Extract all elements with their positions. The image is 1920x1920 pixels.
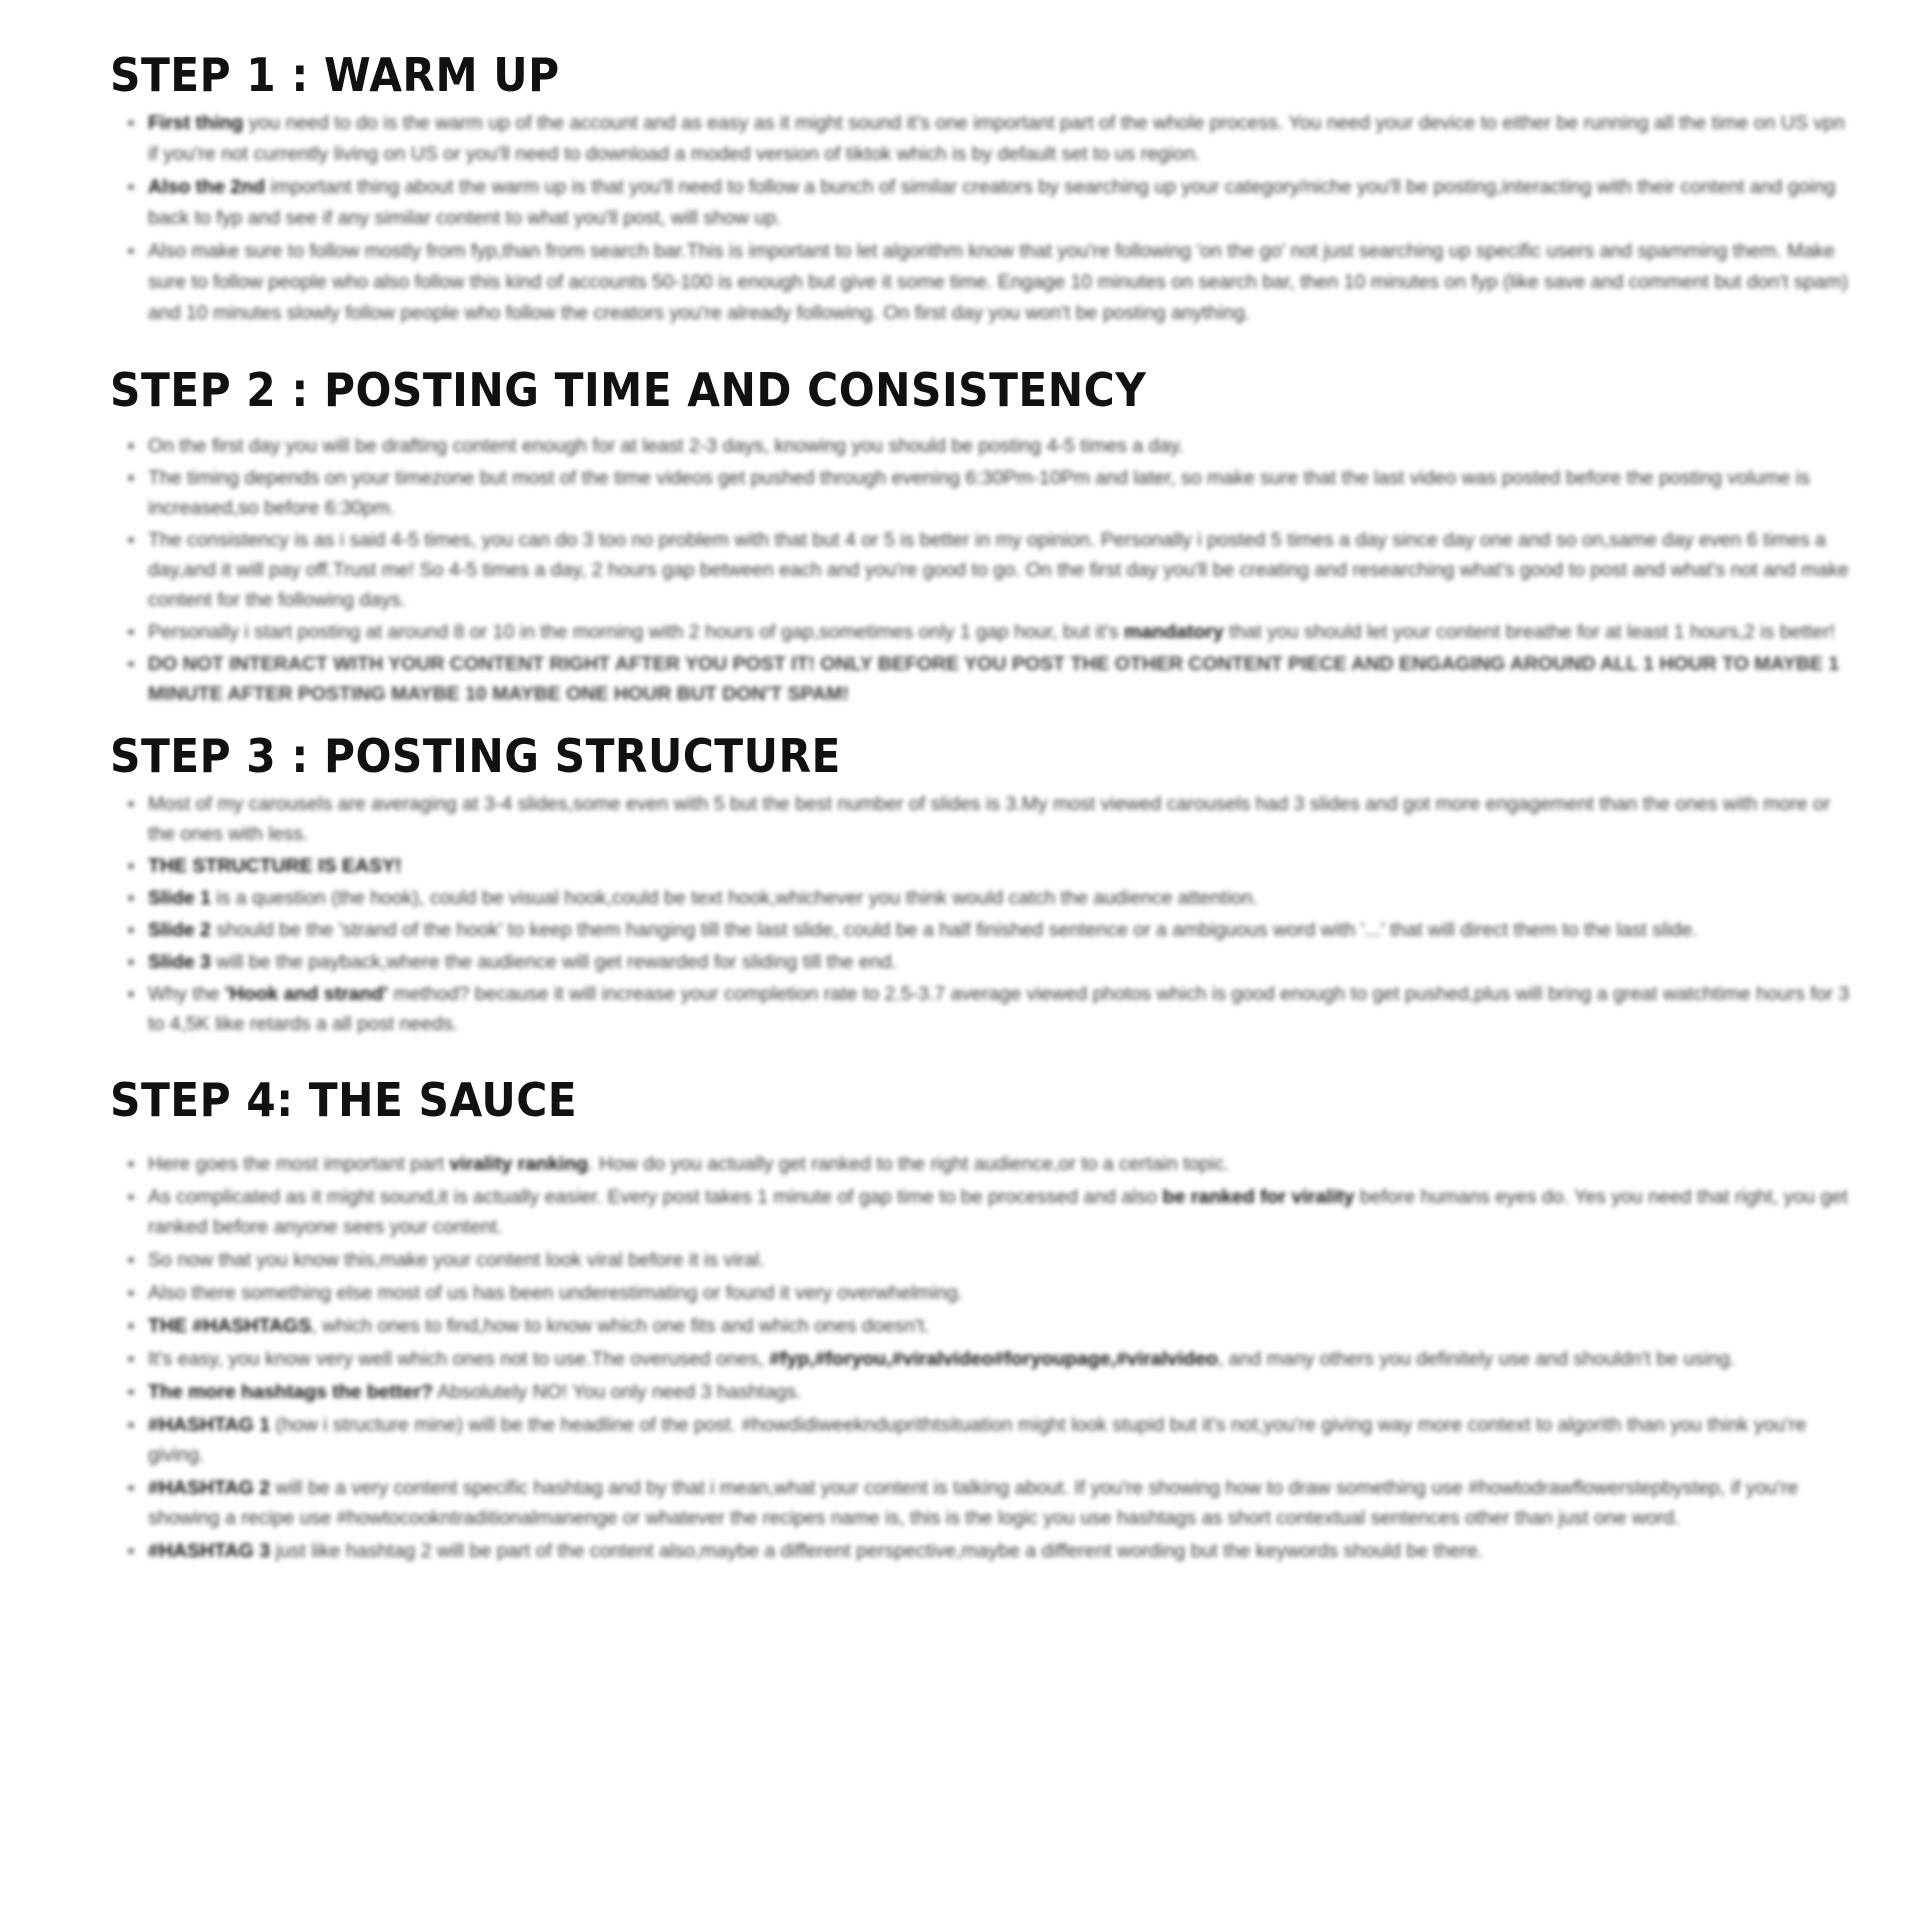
bullet-emphasis: mandatory [1124,621,1224,643]
bullet-text: important thing about the warm up is that you'll need to follow a bunch of similar creators by searching up your category/niche you'll be posting,interacting with their content and going back to fyp and see if any similar content to what you'll post, will show up. [148,176,1836,229]
bullet-text-after: method? because it will increase your completion rate to 2.5-3.7 average viewed photos which is good enough to get pushed,plus will bring a great watchtime hours for 3 to 4,5K like retards a all post needs. [148,983,1850,1035]
list-item [144,979,1856,1039]
bullet-text: Also there something else most of us has been underestimating or found it very overwhelming. [148,1282,964,1304]
list-item [144,1182,1856,1242]
bullet-text: is a question (the hook), could be visual hook,could be text hook,whichever you think would catch the audience attention. [210,887,1259,909]
bullet-text: The timing depends on your timezone but most of the time videos get pushed through evening 6:30Pm-10Pm and later, so make sure that the last video was posted before the posting volume is increased,so before 6:30pm. [148,467,1810,519]
bullet-text: Also make sure to follow mostly from fyp,than from search bar.This is important to let algorithm know that you're following 'on the go' not just searching up specific users and spamming them. Make sure to follow people who also follow this kind of accounts 50-100 is enough but give it some time. Engage 10 minutes on search bar, then 10 minutes on fyp (like save and comment but don't spam) and 10 minutes slowly follow people who follow the creators you're already following. On first day you won't be posting anything. [148,240,1849,324]
bullet-text-after: that you should let your content breathe for at least 1 hours,2 is better! [1223,621,1836,643]
list-item [144,431,1856,461]
bullet-text: So now that you know this,make your content look viral before it is viral. [148,1249,765,1271]
bullet-text: will be a very content specific hashtag and by that i mean,what your content is talking about. If you're showing how to draw something use #howtodrawflowerstepbystep, if you're showing a recipe use #howtocookntraditionalmanenge or whatever the recipes name is, this is the logic you use hashtags as short contextual sentences other than just one word. [148,1477,1799,1529]
bullet-lead: Also the 2nd [148,176,266,198]
bullet-lead: The more hashtags the better? [148,1381,433,1403]
list-item [144,525,1856,615]
bullet-text: Here goes the most important part [148,1153,450,1175]
bullet-text: will be the payback,where the audience will get rewarded for sliding till the end. [210,951,898,973]
bullet-text: you need to do is the warm up of the account and as easy as it might sound it's one important part of the whole process. You need your device to either be running all the time on US vpn if you're not currently living on US or you'll need to download a moded version of tiktok which is by default set to us region. [148,112,1845,165]
bullet-lead: First thing [148,112,244,134]
step-2-heading: STEP 2 : POSTING TIME AND CONSISTENCY [110,363,1147,417]
list-item [144,463,1856,523]
step-2-bullet-list [110,431,1856,709]
bullet-text: As complicated as it might sound,it is actually easier. Every post takes 1 minute of gap time to be processed and also [148,1186,1163,1208]
list-item-warning [144,649,1856,709]
bullet-emphasis: virality ranking [449,1153,589,1175]
bullet-emphasis: be ranked for virality [1162,1186,1355,1208]
section-step-2 [110,363,1856,709]
bullet-text: (how i structure mine) will be the headline of the post. #howdidiweeknduprithtsituation might look stupid but it's not,you're giving way more context to algorith than you think you're giving. [148,1414,1807,1466]
list-item [144,236,1856,329]
bullet-text: Personally i start posting at around 8 or 10 in the morning with 2 hours of gap,sometimes only 1 gap hour, but it's [148,621,1125,643]
bullet-text-after: , and many others you definitely use and shouldn't be using. [1217,1348,1736,1370]
bullet-text: , which ones to find,how to know which one fits and which ones doesn't. [311,1315,930,1337]
step-3-heading: STEP 3 : POSTING STRUCTURE [110,729,841,783]
bullet-lead: THE STRUCTURE IS EASY! [148,855,402,877]
bullet-text: Absolutely NO! You only need 3 hashtags. [432,1381,802,1403]
list-item [144,883,1856,913]
bullet-text: Why the [148,983,225,1005]
list-item [144,789,1856,849]
bullet-lead: Slide 2 [148,919,211,941]
bullet-emphasis: 'Hook and strand' [224,983,389,1005]
bullet-lead: #HASHTAG 3 [148,1540,271,1562]
step-3-bullet-list [110,789,1856,1039]
step-1-heading: STEP 1 : WARM UP [110,48,560,102]
step-4-bullet-list [110,1149,1856,1566]
bullet-text: The consistency is as i said 4-5 times, you can do 3 too no problem with that but 4 or 5 is better in my opinion. Personally i posted 5 times a day since day one and so on,same day even 6 times a day,and it will pay off.Trust me! So 4-5 times a day, 2 hours gap between each and you're good to go. On the first day you'll be creating and researching what's good to post and what's not and make content for the following days. [148,529,1849,611]
bullet-text: Most of my carousels are averaging at 3-4 slides,some even with 5 but the best number of slides is 3.My most viewed carousels had 3 slides and got more engagement than the ones with more or the ones with less. [148,793,1831,845]
warning-text: DO NOT INTERACT WITH YOUR CONTENT RIGHT AFTER YOU POST IT! ONLY BEFORE YOU POST THE OTHER CONTENT PIECE AND ENGAGING AROUND ALL 1 HOUR TO MAYBE 1 MINUTE AFTER POSTING MAYBE 10 MAYBE ONE HOUR BUT DON'T SPAM! [148,653,1840,705]
bullet-text-after: before humans eyes do. Yes you need that right, you get ranked before anyone sees your content. [148,1186,1848,1238]
bullet-lead: #HASHTAG 1 [148,1414,271,1436]
bullet-lead: Slide 3 [148,951,211,973]
list-item [144,1149,1856,1179]
bullet-emphasis: #fyp,#foryou,#viralvideo#foryoupage,#viralvideo [769,1348,1218,1370]
list-item [144,108,1856,170]
step-1-bullet-list [110,108,1856,329]
list-item [144,172,1856,234]
list-item [144,915,1856,945]
bullet-text-after: . How do you actually get ranked to the right audience,or to a certain topic. [588,1153,1230,1175]
bullet-text: It's easy, you know very well which ones not to use.The overused ones, [148,1348,770,1370]
section-step-3 [110,729,1856,1039]
step-4-heading: STEP 4: THE SAUCE [110,1073,578,1127]
bullet-lead: THE #HASHTAGS [148,1315,312,1337]
list-item [144,1536,1856,1566]
list-item [144,1278,1856,1308]
section-step-1 [110,48,1856,329]
list-item [144,1344,1856,1374]
bullet-text: should be the 'strand of the hook' to keep them hanging till the last slide, could be a half finished sentence or a ambiguous word with '...' that will direct them to the last slide. [210,919,1698,941]
bullet-text: On the first day you will be drafting content enough for at least 2-3 days, knowing you should be posting 4-5 times a day. [148,435,1184,457]
list-item [144,1311,1856,1341]
list-item [144,1410,1856,1470]
list-item [144,947,1856,977]
list-item [144,1245,1856,1275]
list-item [144,1377,1856,1407]
bullet-lead: #HASHTAG 2 [148,1477,271,1499]
section-step-4 [110,1073,1856,1566]
list-item [144,851,1856,881]
list-item [144,1473,1856,1533]
bullet-text: just like hashtag 2 will be part of the content also,maybe a different perspective,maybe a different wording but the keywords should be there. [270,1540,1484,1562]
list-item [144,617,1856,647]
bullet-lead: Slide 1 [148,887,211,909]
